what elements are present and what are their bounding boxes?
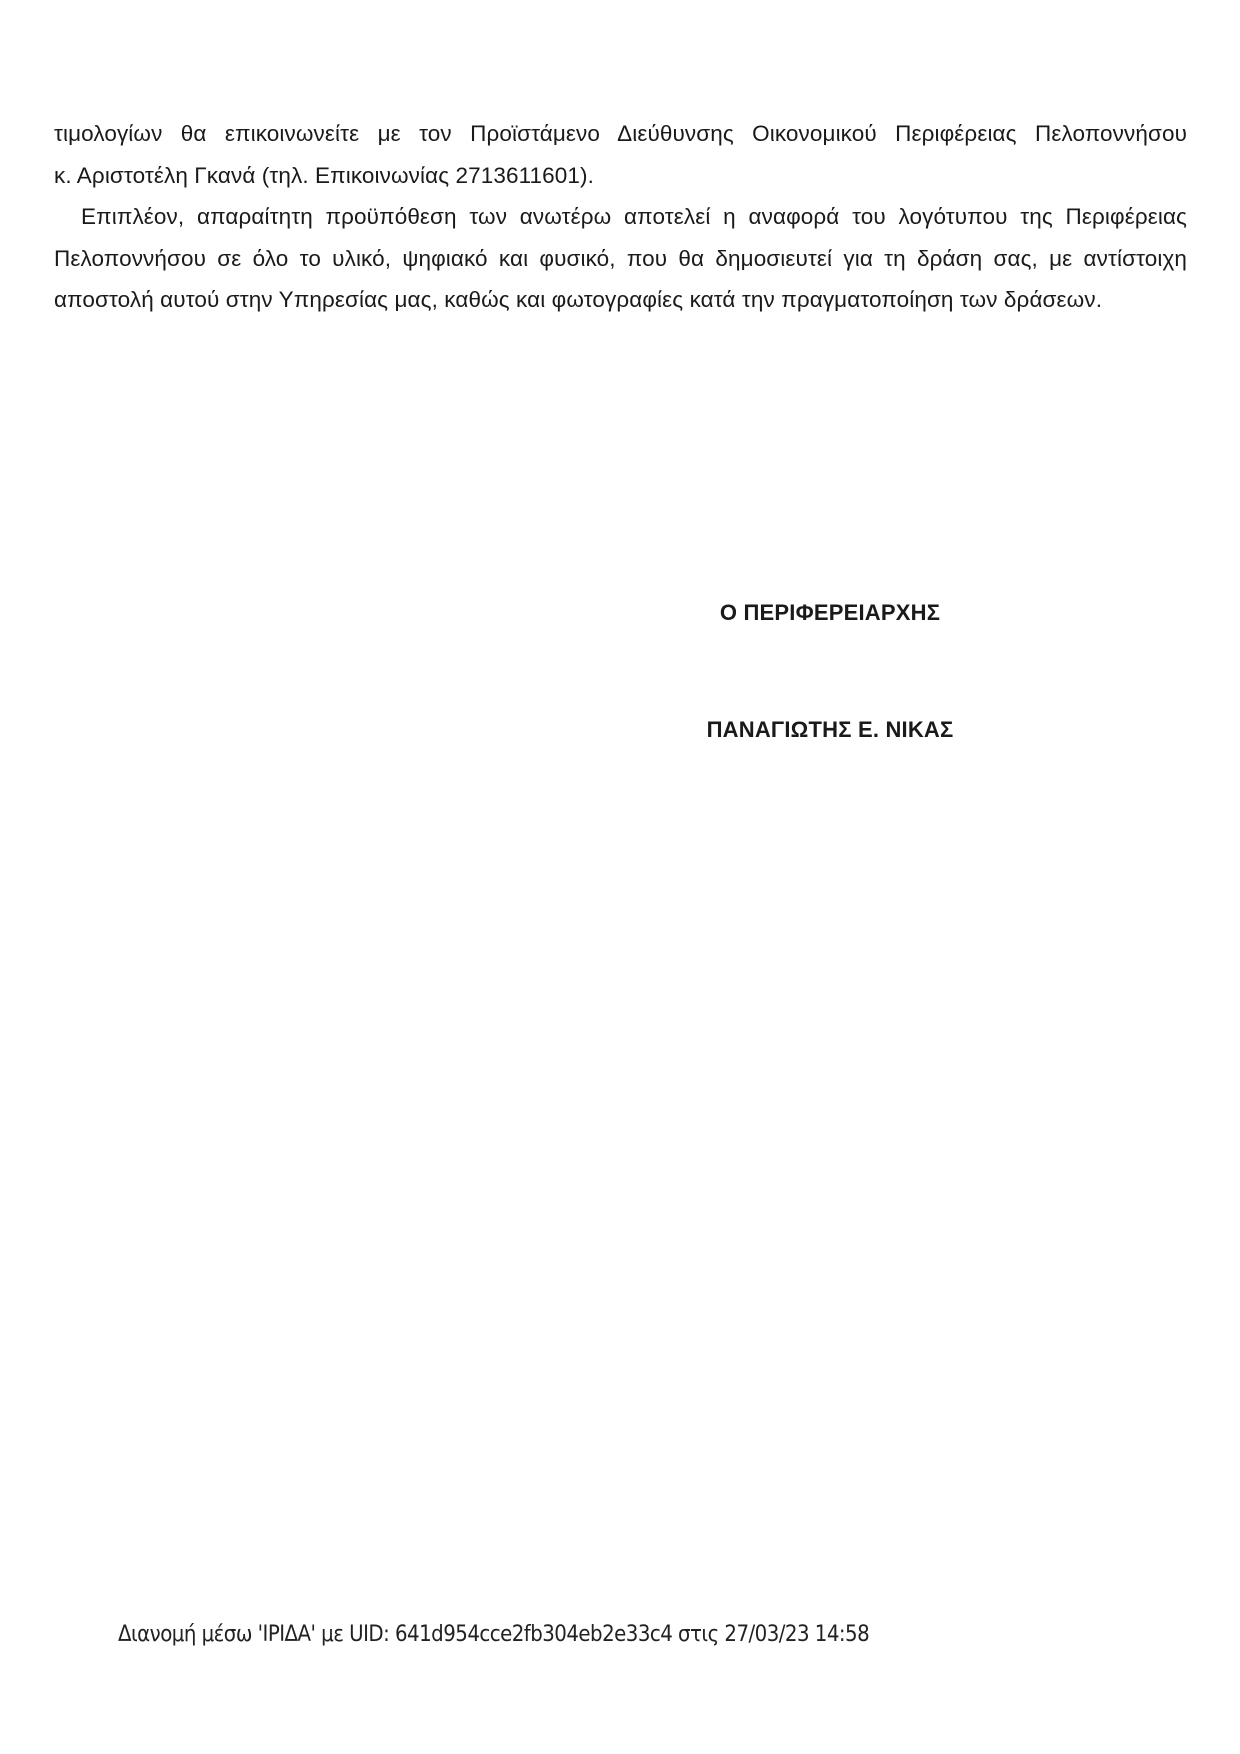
paragraph-logo-requirement: Επιπλέον, απαραίτητη προϋπόθεση των ανωτέρω αποτελεί η αναφορά του λογότυπου της Περιφέρειας Πελοποννήσου σε όλο το υλικό, ψηφιακό και φυσικό, που θα δημοσιευτεί για τη δράση σας, με αντίστοιχη αποστολή αυτού στην Υπηρεσίας μας, καθώς και φωτογραφίες κατά την πραγματοποίηση των δράσεων. <box>54 204 1187 312</box>
signature-title: Ο ΠΕΡΙΦΕΡΕΙΑΡΧΗΣ <box>719 600 941 625</box>
signature-name: ΠΑΝΑΓΙΩΤΗΣ Ε. ΝΙΚΑΣ <box>706 717 954 742</box>
document-body <box>54 113 1187 321</box>
paragraph-continued <box>54 113 1187 196</box>
paragraph-line-2: κ. Αριστοτέλη Γκανά (τηλ. Επικοινωνίας 2713611601). <box>54 162 594 188</box>
distribution-stamp: Διανομή μέσω 'ΙΡΙΔΑ' με UID: 641d954cce2fb304eb2e33c4 στις 27/03/23 14:58 <box>118 1622 870 1647</box>
paragraph-line-1: τιμολογίων θα επικοινωνείτε με τον Προϊστάμενο Διεύθυνσης Οικονομικού Περιφέρειας Πελοποννήσου <box>54 121 1187 146</box>
